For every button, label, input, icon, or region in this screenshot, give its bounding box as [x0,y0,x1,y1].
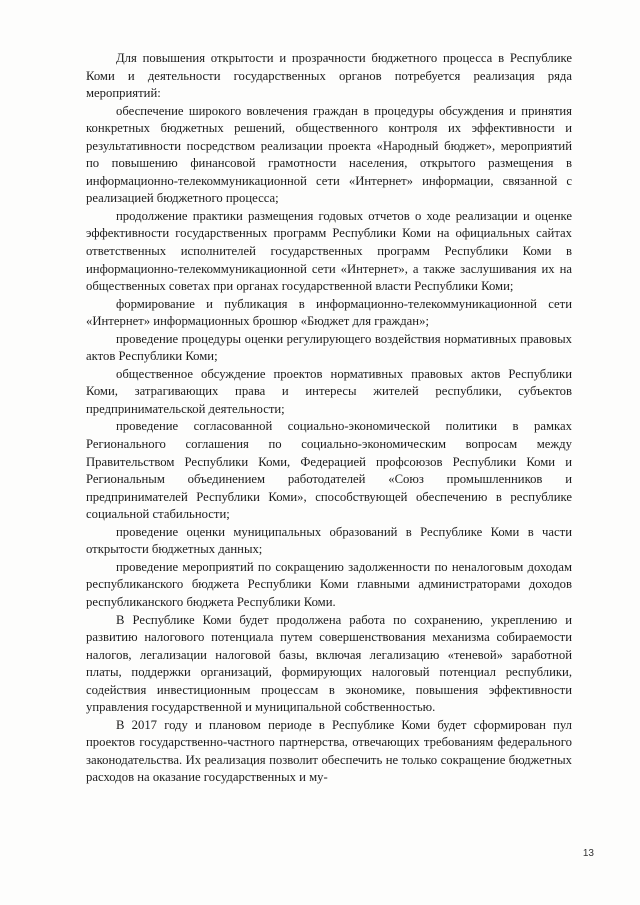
document-body [86,50,572,787]
paragraph-debt-reduction: проведение мероприятий по сокращению задолженности по неналоговым доходам республиканского бюджета Республики Коми главными администраторами доходов республиканского бюджета Республики Коми. [86,559,572,609]
paragraph-ppp-projects: В 2017 году и плановом периоде в Республике Коми будет сформирован пул проектов государственно-частного партнерства, отвечающих требованиям федерального законодательства. Их реализация позволит обеспечить не только сокращение бюджетных расходов на оказание государственных и му- [86,717,572,785]
paragraph-regulatory-assessment: проведение процедуры оценки регулирующего воздействия нормативных правовых актов Республики Коми; [86,331,572,364]
paragraph-public-discussion: общественное обсуждение проектов нормативных правовых актов Республики Коми, затрагивающих права и интересы жителей республики, субъектов предпринимательской деятельности; [86,366,572,416]
paragraph-annual-reports: продолжение практики размещения годовых отчетов о ходе реализации и оценке эффективности государственных программ Республики Коми на официальных сайтах ответственных исполнителей государственных программ Республики Коми в информационно-телекоммуникационной сети «Интернет», а также заслушивания их на общественных советах при органах государственной власти Республики Коми; [86,208,572,294]
paragraph-tax-potential: В Республике Коми будет продолжена работа по сохранению, укреплению и развитию налогового потенциала путем совершенствования механизма собираемости налогов, легализации налоговой базы, включая легализацию «теневой» заработной платы, поддержки организаций, формирующих налоговый потенциал республики, содействия инвестиционным процессам в экономике, повышения эффективности управления государственной и муниципальной собственностью. [86,612,572,715]
paragraph-municipal-assessment: проведение оценки муниципальных образований в Республике Коми в части открытости бюджетных данных; [86,524,572,557]
page-number: 13 [582,848,594,859]
paragraph-citizen-involvement: обеспечение широкого вовлечения граждан в процедуры обсуждения и принятия конкретных бюджетных решений, общественного контроля их эффективности и результативности посредством реализации проекта «Народный бюджет», мероприятий по повышению финансовой грамотности населения, открытого размещения в информационно-телекоммуникационной сети «Интернет» информации, связанной с реализацией бюджетного процесса; [86,103,572,206]
paragraph-budget-brochures: формирование и публикация в информационно-телекоммуникационной сети «Интернет» информационных брошюр «Бюджет для граждан»; [86,296,572,329]
paragraph-intro: Для повышения открытости и прозрачности бюджетного процесса в Республике Коми и деятельности государственных органов потребуется реализация ряда мероприятий: [86,51,572,101]
paragraph-regional-agreement: проведение согласованной социально-экономической политики в рамках Регионального соглашения по социально-экономическим вопросам между Правительством Республики Коми, Федерацией профсоюзов Республики Коми и Региональным объединением работодателей «Союз промышленников и предпринимателей Республики Коми», способствующей обеспечению в республике социальной стабильности; [86,419,572,522]
